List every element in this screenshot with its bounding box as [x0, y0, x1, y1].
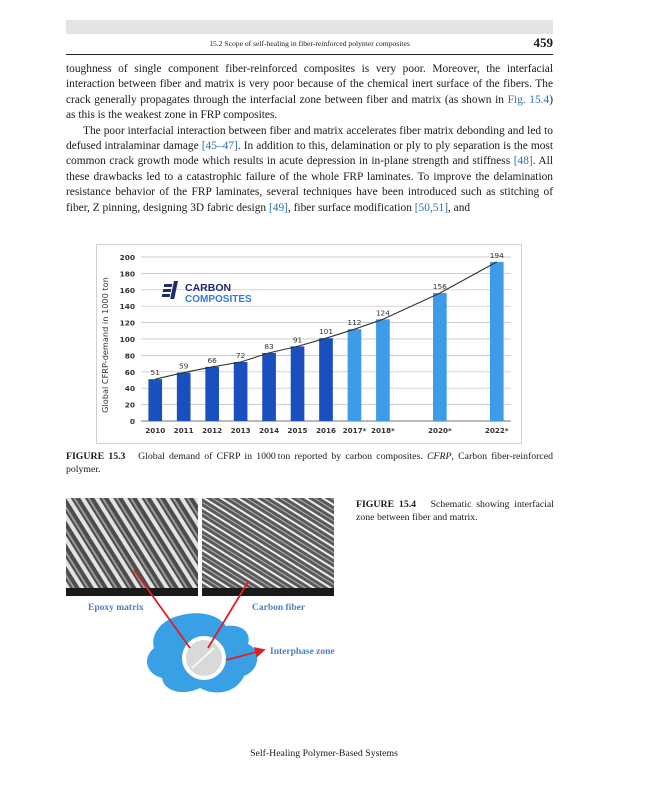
- epoxy-matrix-label: Epoxy matrix: [88, 603, 144, 613]
- paragraph-1-text-a: toughness of single component fiber-reinforced composites is very poor. Moreover, the interfacial interaction between fiber and matrix is very poor because of the chemical inert surface of the fibers. The crack generally propagates through the interfacial zone between fiber and matrix (as shown in: [66, 63, 553, 106]
- interphase-schematic: [66, 498, 346, 698]
- bar-2017*: [348, 329, 362, 421]
- x-tick-2016: 2016: [315, 426, 337, 435]
- paragraph-1-text-b: ) as this is the weakest zone in FRP composites.: [66, 93, 553, 122]
- schematic-svg: [66, 498, 346, 698]
- bar-2013: [234, 362, 248, 421]
- running-title: 15.2 Scope of self-healing in fiber-reinforced polymer composites: [209, 39, 410, 48]
- body-text: [66, 62, 553, 216]
- header-bar: [66, 20, 553, 34]
- paragraph-2: [66, 124, 553, 216]
- sem-micrograph-fiber: [202, 498, 334, 596]
- chart-yticks: [120, 253, 135, 426]
- paragraph-2-text-a: The poor interfacial interaction between fiber and matrix accelerates fiber matrix debonding and led to defused intralaminar damage: [66, 124, 553, 153]
- bar-value-label-2014: 83: [264, 341, 274, 351]
- x-tick-2013: 2013: [230, 426, 251, 435]
- y-tick-180: 180: [119, 269, 135, 279]
- sem-micrograph-epoxy: [66, 498, 198, 596]
- bar-2014: [262, 353, 276, 421]
- bar-2020*: [433, 293, 447, 421]
- carbon-fiber-label: Carbon fiber: [252, 603, 306, 613]
- cfrp-demand-chart: [96, 244, 522, 444]
- bar-2012: [205, 367, 219, 421]
- y-tick-120: 120: [119, 318, 135, 328]
- y-tick-140: 140: [119, 302, 135, 312]
- figure-15-4-label: FIGURE 15.4: [356, 499, 417, 510]
- carbon-composites-logo: [161, 281, 252, 305]
- x-tick-2018*: 2018*: [371, 426, 395, 435]
- chart-svg: [97, 245, 521, 443]
- footer-book-title: Self-Healing Polymer-Based Systems: [250, 748, 398, 759]
- interphase-zone-label: Interphase zone: [270, 647, 335, 657]
- bar-2018*: [376, 319, 390, 421]
- bar-value-label-2012: 66: [207, 355, 217, 365]
- x-tick-2012: 2012: [202, 426, 223, 435]
- fig-15-4-link[interactable]: Fig. 15.4: [507, 93, 550, 106]
- y-tick-0: 0: [129, 417, 135, 426]
- ref-49-link[interactable]: [49]: [268, 201, 288, 214]
- figure-15-3-text-b: , Carbon fiber-reinforced polymer.: [66, 451, 554, 475]
- bar-2010: [148, 379, 162, 421]
- figure-15-4-caption: [356, 498, 554, 524]
- bar-2015: [291, 346, 305, 421]
- carbon-composites-logo-mark: [161, 281, 178, 299]
- ref-45-47-link[interactable]: [45–47]: [201, 140, 238, 153]
- figure-15-3-text-a: Global demand of CFRP in 1000 ton reported by carbon composites.: [138, 451, 427, 462]
- bar-value-label-2020*: 156: [432, 282, 447, 292]
- bar-value-label-2011: 59: [178, 361, 189, 371]
- y-tick-60: 60: [124, 367, 135, 377]
- bar-value-label-2022*: 194: [489, 250, 504, 260]
- bar-value-label-2018*: 124: [375, 308, 390, 318]
- bar-2016: [319, 338, 333, 421]
- logo-text-carbon: CARBON: [185, 282, 232, 294]
- figure-15-3-abbr: CFRP: [426, 451, 452, 462]
- x-tick-2010: 2010: [145, 426, 166, 435]
- bar-2011: [177, 373, 191, 421]
- x-tick-2014: 2014: [259, 426, 280, 435]
- figure-15-3-label: FIGURE 15.3: [66, 451, 126, 462]
- paragraph-2-text-d: , fiber surface modification: [287, 201, 415, 214]
- x-tick-2011: 2011: [173, 426, 194, 435]
- y-tick-100: 100: [119, 335, 135, 344]
- y-tick-40: 40: [124, 384, 135, 394]
- paragraph-1: [66, 62, 553, 124]
- bar-value-label-2010: 51: [150, 368, 160, 378]
- bar-value-label-2013: 72: [235, 350, 246, 360]
- running-head: [66, 35, 553, 55]
- paragraph-2-text-c: . All these drawbacks led to a catastrophic failure of the whole FRP laminates. To improve the delamination resistance behavior of the FRP laminates, several techniques have been introduced such as stitching of fiber, Z pinning, designing 3D fabric design: [66, 155, 553, 214]
- y-tick-80: 80: [124, 351, 135, 361]
- bar-value-label-2017*: 112: [347, 318, 362, 328]
- x-tick-2015: 2015: [287, 426, 308, 435]
- chart-xticks: [145, 426, 509, 435]
- y-tick-160: 160: [119, 285, 135, 295]
- ref-48-link[interactable]: [48]: [513, 155, 533, 168]
- y-tick-20: 20: [124, 400, 135, 410]
- y-tick-200: 200: [119, 253, 135, 262]
- chart-ylabel: Global CFRP-demand in 1000 ton: [100, 277, 110, 413]
- x-tick-2017*: 2017*: [342, 426, 367, 435]
- bar-2022*: [490, 262, 504, 421]
- x-tick-2022*: 2022*: [484, 426, 509, 435]
- paragraph-2-text-e: , and: [447, 201, 471, 214]
- paragraph-2-text-b: . In addition to this, delamination or ply to ply separation is the most common crack growth mode which results in acute depression in in-plane strength and stiffness: [66, 140, 553, 168]
- figure-15-4-text: Schematic showing interfacial zone between fiber and matrix.: [356, 499, 554, 523]
- logo-text-composites: COMPOSITES: [185, 294, 252, 305]
- bar-value-label-2016: 101: [318, 327, 334, 337]
- figure-15-3-caption: [66, 450, 553, 476]
- page-number: 459: [533, 35, 553, 50]
- bar-value-label-2015: 91: [292, 335, 303, 345]
- x-tick-2020*: 2020*: [427, 426, 452, 435]
- ref-50-51-link[interactable]: [50,51]: [414, 201, 448, 214]
